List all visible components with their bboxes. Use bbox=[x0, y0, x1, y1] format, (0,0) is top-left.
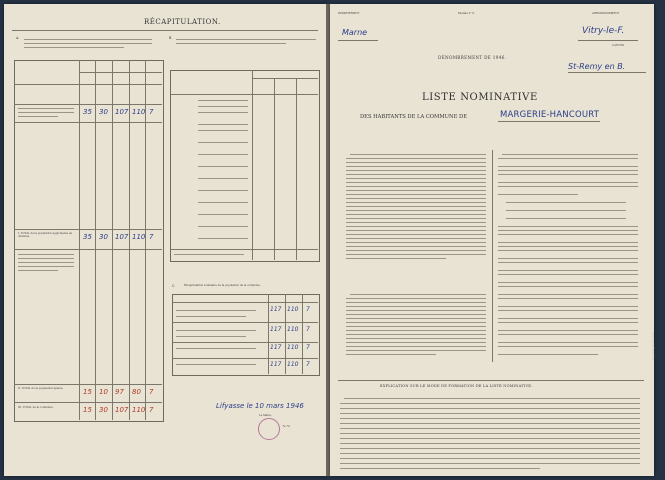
c-val-1-1: 117 bbox=[270, 306, 282, 313]
c-val-2-3: 7 bbox=[306, 326, 310, 333]
row-total-2: II. TOTAL de la population éparse. bbox=[18, 387, 64, 390]
commune-name: MARGERIE-HANCOURT bbox=[500, 110, 600, 120]
row-total-3: III. TOTAL de la commune. bbox=[18, 406, 54, 409]
arrondissement-label: ARRONDISSEMENT bbox=[592, 12, 620, 15]
val-top-5: 7 bbox=[149, 108, 154, 116]
section-c-letter: C. bbox=[172, 284, 176, 288]
c-val-4-3: 7 bbox=[306, 361, 310, 368]
val-bot1-4: 80 bbox=[132, 388, 141, 396]
c-val-2-1: 117 bbox=[270, 326, 282, 333]
model-label: Modèle n° 6. bbox=[458, 12, 475, 15]
val-top-1: 35 bbox=[83, 108, 92, 116]
c-val-4-1: 117 bbox=[270, 361, 282, 368]
canton-value: St-Remy en B. bbox=[568, 62, 626, 71]
c-val-3-3: 7 bbox=[306, 344, 310, 351]
mairie-stamp bbox=[258, 418, 280, 440]
val-bot2-1: 15 bbox=[83, 406, 92, 414]
val-mid-3: 107 bbox=[115, 233, 129, 241]
section-a-letter: A. bbox=[16, 36, 20, 40]
section-c-title: Récapitulation sommaire de la population de la commune. bbox=[184, 284, 261, 287]
val-top-4: 110 bbox=[132, 108, 146, 116]
val-bot2-4: 110 bbox=[132, 406, 146, 414]
left-page bbox=[4, 4, 326, 476]
val-bot1-1: 15 bbox=[83, 388, 92, 396]
row-total-1: I. TOTAL de la population agglomérée au chef-lieu. bbox=[18, 232, 73, 239]
department-value: Marne bbox=[342, 28, 368, 37]
val-bot1-2: 10 bbox=[99, 388, 108, 396]
maire-label: Le Maire, bbox=[259, 414, 272, 417]
right-page bbox=[330, 4, 654, 476]
val-top-3: 107 bbox=[115, 108, 129, 116]
val-bot2-5: 7 bbox=[149, 406, 154, 414]
arrondissement-value: Vitry-le-F. bbox=[582, 26, 625, 36]
mayor-signature: ~~ bbox=[282, 424, 291, 430]
census-title: DÉNOMBREMENT DE 1946. bbox=[438, 55, 507, 60]
explanation-title: EXPLICATION SUR LE MODE DE FORMATION DE LA LISTE NOMINATIVE. bbox=[380, 384, 533, 388]
canton-label: CANTON bbox=[612, 44, 625, 47]
section-b-letter: B. bbox=[169, 36, 173, 40]
val-mid-4: 110 bbox=[132, 233, 146, 241]
val-bot2-2: 30 bbox=[99, 406, 108, 414]
subtitle-prefix: DES HABITANTS DE LA COMMUNE DE bbox=[360, 114, 467, 120]
printer-margin-note: Imp. Berger-Levrault bbox=[652, 332, 655, 360]
c-val-4-2: 110 bbox=[287, 361, 299, 368]
main-title: LISTE NOMINATIVE bbox=[422, 92, 538, 103]
val-bot1-5: 7 bbox=[149, 388, 154, 396]
c-val-3-2: 110 bbox=[287, 344, 299, 351]
recap-title: RÉCAPITULATION. bbox=[144, 18, 221, 26]
val-bot1-3: 97 bbox=[115, 388, 124, 396]
val-mid-5: 7 bbox=[149, 233, 154, 241]
c-val-1-3: 7 bbox=[306, 306, 310, 313]
val-top-2: 30 bbox=[99, 108, 108, 116]
val-mid-2: 30 bbox=[99, 233, 108, 241]
c-val-3-1: 117 bbox=[270, 344, 282, 351]
c-val-1-2: 110 bbox=[287, 306, 299, 313]
c-val-2-2: 110 bbox=[287, 326, 299, 333]
place-date: Lifyasse le 10 mars 1946 bbox=[216, 402, 304, 410]
val-bot2-3: 107 bbox=[115, 406, 129, 414]
val-mid-1: 35 bbox=[83, 233, 92, 241]
department-label: DÉPARTEMENT bbox=[338, 12, 360, 15]
